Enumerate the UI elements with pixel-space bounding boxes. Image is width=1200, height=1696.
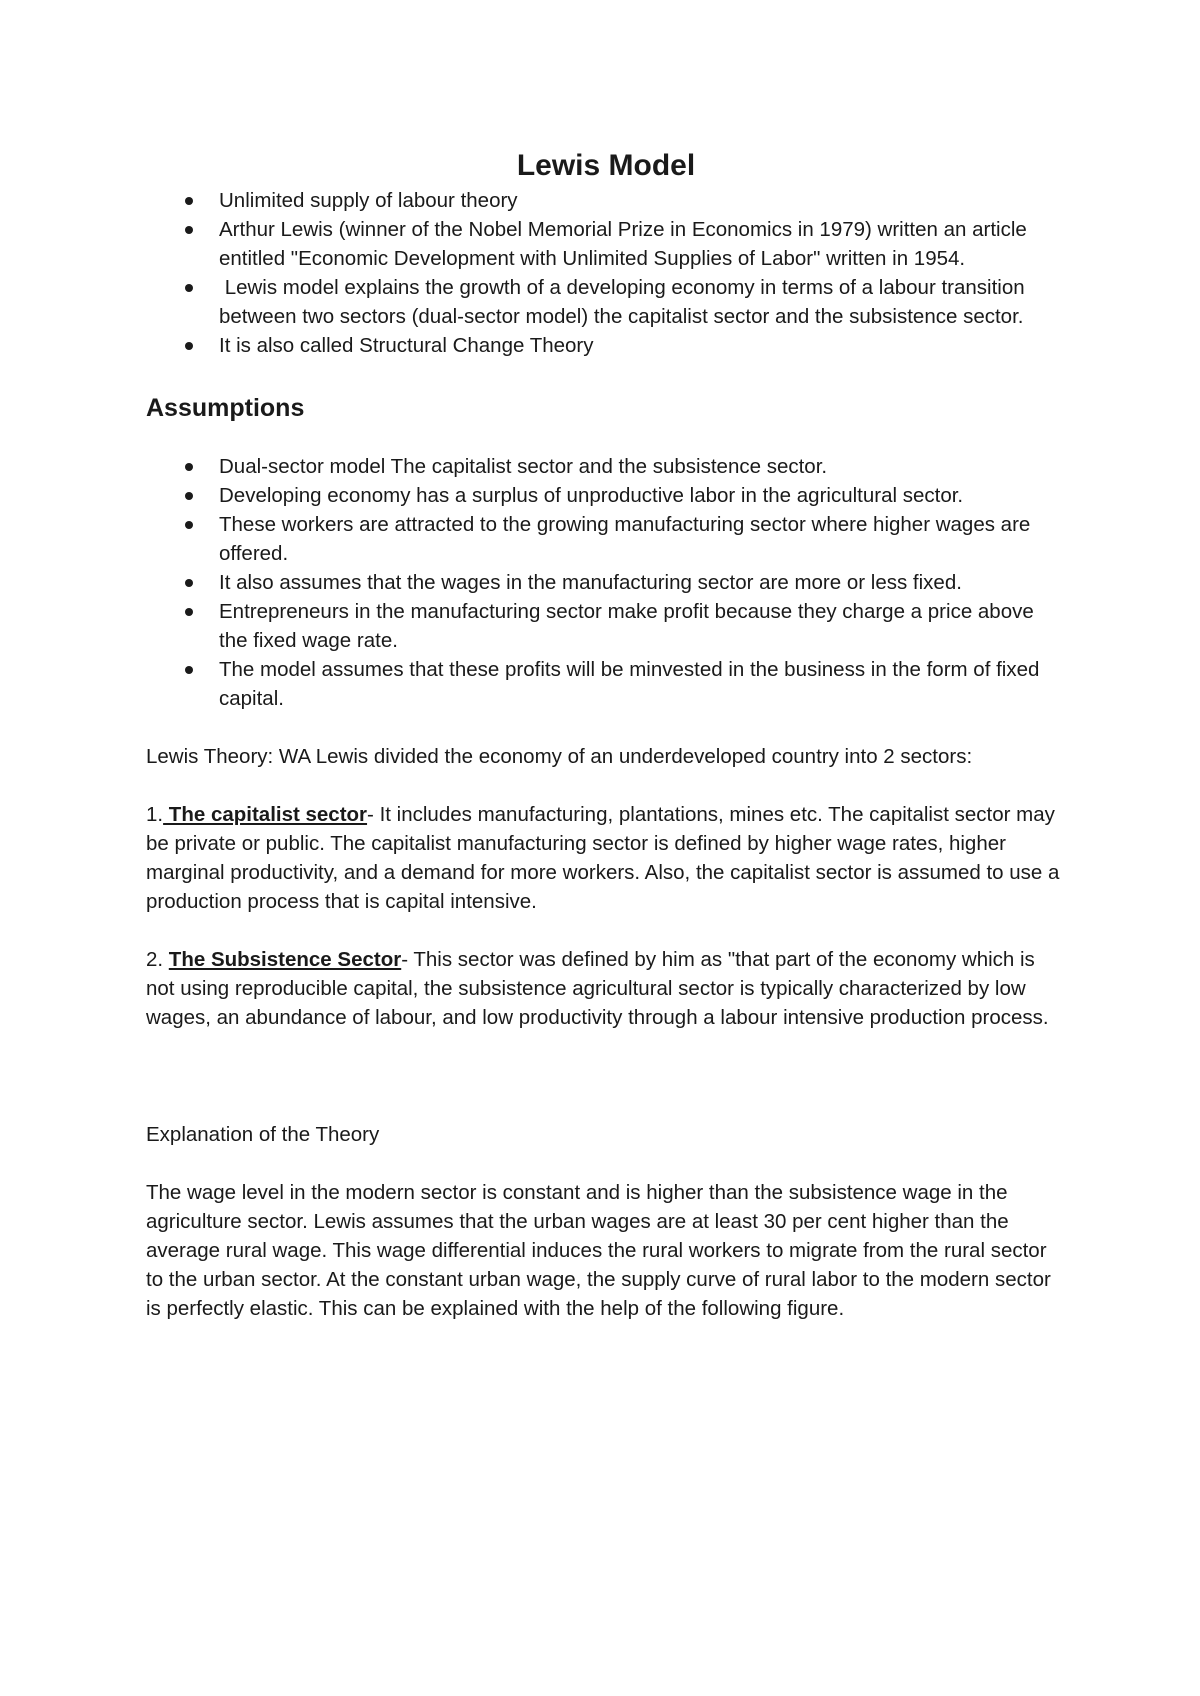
sector-number: 2. bbox=[146, 948, 169, 971]
bullet-icon bbox=[185, 197, 193, 205]
list-item bbox=[146, 568, 1066, 597]
bullet-icon bbox=[185, 284, 193, 292]
list-item-text: These workers are attracted to the growing manufacturing sector where higher wages are offered. bbox=[219, 513, 1031, 565]
subsistence-sector-title: The Subsistence Sector bbox=[168, 948, 402, 971]
bullet-icon bbox=[185, 608, 193, 616]
list-item bbox=[146, 273, 1066, 331]
document-page bbox=[146, 146, 1066, 1323]
list-item-text: It is also called Structural Change Theory bbox=[219, 334, 594, 357]
list-item-text: The model assumes that these profits will be minvested in the business in the form of fixed capital. bbox=[219, 658, 1040, 710]
assumptions-heading: Assumptions bbox=[146, 394, 305, 422]
bullet-icon bbox=[185, 342, 193, 350]
subsistence-sector-paragraph bbox=[146, 945, 1066, 1032]
list-item bbox=[146, 510, 1066, 568]
list-item-text: Developing economy has a surplus of unproductive labor in the agricultural sector. bbox=[219, 484, 964, 507]
list-item-text: Lewis model explains the growth of a developing economy in terms of a labour transition between two sectors (dual-sector model) the capitalist sector and the subsistence sector. bbox=[219, 276, 1031, 328]
explanation-heading: Explanation of the Theory bbox=[146, 1123, 380, 1146]
list-item-text: Arthur Lewis (winner of the Nobel Memorial Prize in Economics in 1979) written an article entitled "Economic Development with Unlimited Supplies of Labor" written in 1954. bbox=[219, 218, 1027, 270]
bullet-icon bbox=[185, 521, 193, 529]
sector-number: 1. bbox=[146, 803, 164, 826]
list-item bbox=[146, 597, 1066, 655]
assumptions-bullet-list bbox=[146, 452, 1066, 713]
list-item-text: Unlimited supply of labour theory bbox=[219, 189, 518, 212]
explanation-paragraph: The wage level in the modern sector is constant and is higher than the subsistence wage in the agriculture sector. Lewis assumes that the urban wages are at least 30 per cent higher than the average rural wage. This wage differential induces the rural workers to migrate from the rural sector to the urban sector. At the constant urban wage, the supply curve of rural labor to the modern sector is perfectly elastic. This can be explained with the help of the following figure. bbox=[146, 1181, 1051, 1320]
bullet-icon bbox=[185, 579, 193, 587]
list-item bbox=[146, 655, 1066, 713]
capitalist-sector-paragraph bbox=[146, 800, 1066, 916]
bullet-icon bbox=[185, 463, 193, 471]
list-item bbox=[146, 481, 1066, 510]
intro-bullet-list bbox=[146, 186, 1066, 360]
bullet-icon bbox=[185, 226, 193, 234]
bullet-icon bbox=[185, 666, 193, 674]
page-title: Lewis Model bbox=[516, 149, 696, 182]
lewis-theory-paragraph: Lewis Theory: WA Lewis divided the economy of an underdeveloped country into 2 sectors: bbox=[146, 745, 973, 768]
list-item-text: Dual-sector model The capitalist sector and the subsistence sector. bbox=[219, 455, 828, 478]
bullet-icon bbox=[185, 492, 193, 500]
list-item bbox=[146, 186, 1066, 215]
list-item bbox=[146, 331, 1066, 360]
list-item-text: It also assumes that the wages in the manufacturing sector are more or less fixed. bbox=[219, 571, 962, 594]
list-item bbox=[146, 215, 1066, 273]
list-item-text: Entrepreneurs in the manufacturing sector make profit because they charge a price above the fixed wage rate. bbox=[219, 600, 1034, 652]
capitalist-sector-text: - It includes manufacturing, plantations, mines etc. The capitalist sector may be private or public. The capitalist manufacturing sector is defined by higher wage rates, higher marginal productivity, and a demand for more workers. Also, the capitalist sector is assumed to use a production process that is capital intensive. bbox=[146, 803, 1060, 913]
list-item bbox=[146, 452, 1066, 481]
capitalist-sector-title: The capitalist sector bbox=[163, 803, 368, 826]
subsistence-sector-text: - This sector was defined by him as "that part of the economy which is not using reproducible capital, the subsistence agricultural sector is typically characterized by low wages, an abundance of labour, and low productivity through a labour intensive production process. bbox=[146, 948, 1049, 1029]
